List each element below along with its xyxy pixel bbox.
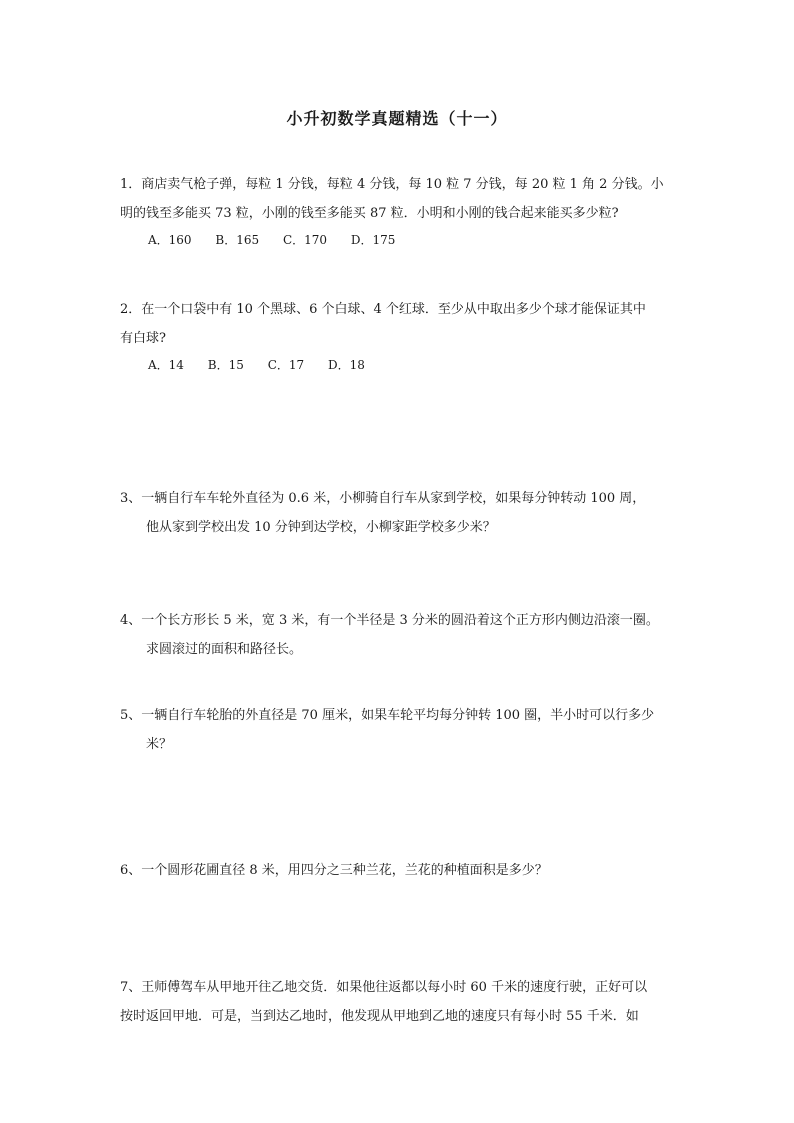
question-2-line-2: 有白球? (120, 331, 166, 346)
question-2 (120, 295, 680, 375)
option-d: D．175 (350, 233, 396, 247)
question-3-line-2: 他从家到学校出发 10 分钟到达学校，小柳家距学校多少米？ (146, 520, 496, 535)
question-3-line-1: 3、一辆自行车车轮外直径为 0.6 米，小柳骑自行车从家到学校，如果每分钟转动 100 周， (120, 491, 646, 506)
question-4-line-2: 求圆滚过的面积和路径长。 (146, 642, 303, 657)
question-1-line-1: 1．商店卖气枪子弹，每粒 1 分钱，每粒 4 分钱，每 10 粒 7 分钱，每 20 粒 1 角 2 分钱。小 (120, 177, 664, 192)
question-5 (120, 701, 680, 759)
question-5-line-2: 米？ (146, 737, 173, 752)
option-c: C．17 (267, 358, 305, 372)
option-c: C．170 (282, 233, 328, 247)
question-4 (120, 606, 680, 664)
question-6 (120, 856, 680, 885)
option-a: A．160 (148, 233, 192, 247)
question-1-options (120, 230, 680, 250)
page-title: 小升初数学真题精选（十一） (286, 109, 508, 128)
option-b: B．15 (207, 358, 244, 372)
option-b: B．165 (215, 233, 260, 247)
question-5-line-1: 5、一辆自行车轮胎的外直径是 70 厘米，如果车轮平均每分钟转 100 圈，半小时可以行多少 (120, 708, 655, 723)
question-3 (120, 484, 680, 542)
question-1-line-2: 明的钱至多能买 73 粒，小刚的钱至多能买 87 粒．小明和小刚的钱合起来能买多少粒? (120, 206, 619, 221)
option-a: A．14 (148, 358, 184, 372)
question-2-options (120, 355, 680, 375)
question-7-line-1: 7、王师傅驾车从甲地开往乙地交货．如果他往返都以每小时 60 千米的速度行驶，正好可以 (120, 980, 648, 995)
question-6-line-1: 6、一个圆形花圃直径 8 米，用四分之三种兰花，兰花的种植面积是多少？ (120, 863, 548, 878)
question-4-line-1: 4、一个长方形长 5 米，宽 3 米，有一个半径是 3 分米的圆沿着这个正方形内侧边沿滚一圈。 (120, 613, 659, 628)
question-2-line-1: 2．在一个口袋中有 10 个黑球、6 个白球、4 个红球．至少从中取出多少个球才能保证其中 (120, 302, 646, 317)
question-7 (120, 973, 680, 1031)
option-d: D．18 (327, 358, 365, 372)
question-7-line-2: 按时返回甲地．可是，当到达乙地时，他发现从甲地到乙地的速度只有每小时 55 千米．如 (120, 1009, 639, 1024)
question-1 (120, 170, 680, 250)
